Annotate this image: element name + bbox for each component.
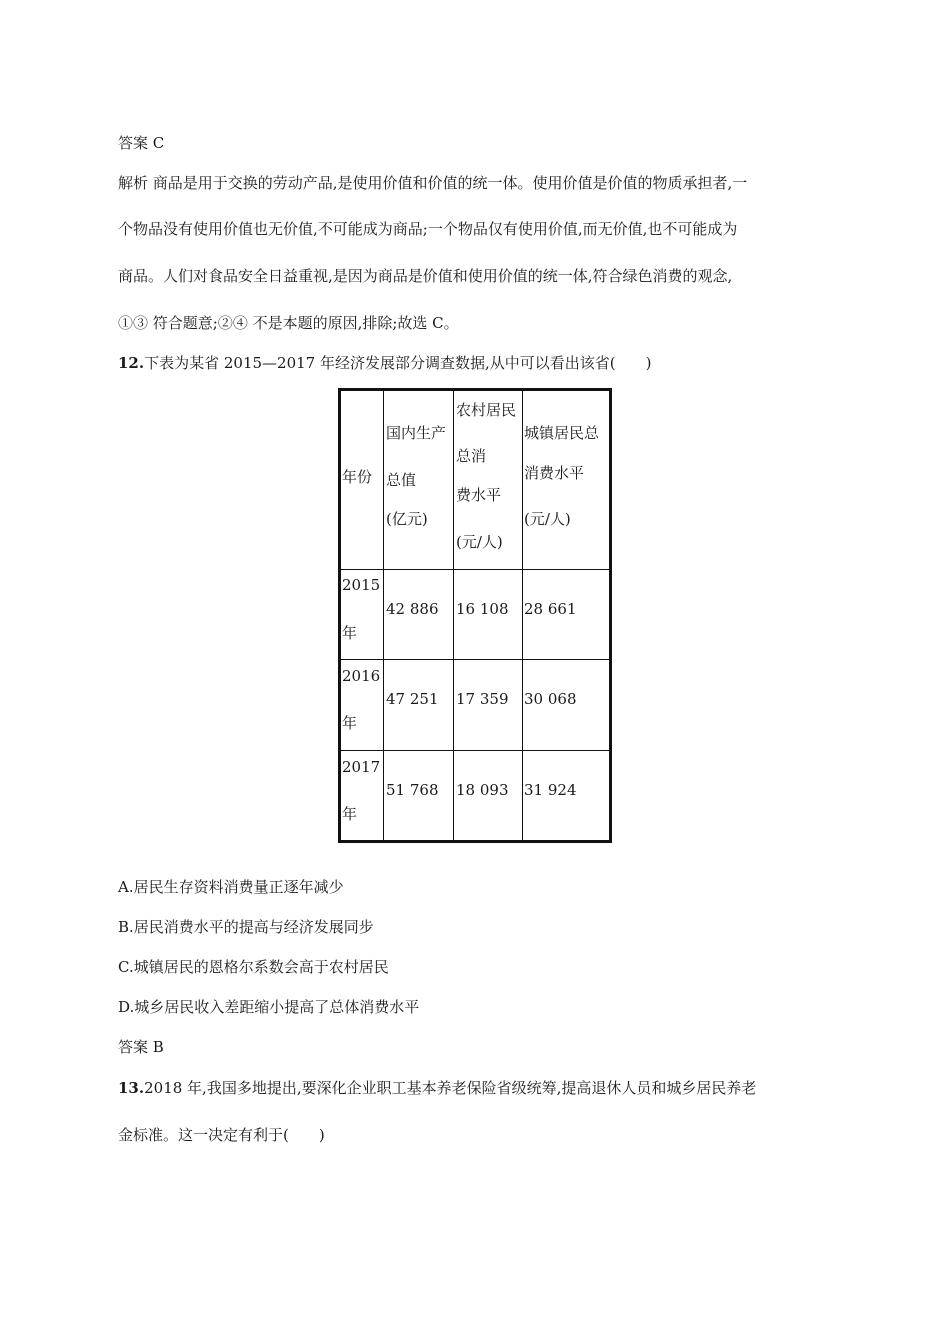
header-gdp-line1: 国内生产 — [386, 424, 447, 442]
row-year-suffix: 年 — [342, 805, 358, 823]
row-divider — [341, 659, 609, 660]
option-b: B.居民消费水平的提高与经济发展同步 — [118, 918, 374, 936]
row-divider — [341, 750, 609, 751]
row-year: 2016 — [342, 667, 381, 685]
cell-rural: 17 359 — [456, 690, 509, 708]
data-table — [338, 388, 612, 843]
cell-gdp: 42 886 — [386, 600, 439, 618]
row-year: 2015 — [342, 576, 381, 594]
analysis-line-3: 商品。人们对食品安全日益重视,是因为商品是价值和使用价值的统一体,符合绿色消费的观念, — [118, 267, 733, 285]
question-13-line-1 — [118, 1078, 756, 1098]
cell-gdp: 47 251 — [386, 690, 439, 708]
option-d: D.城乡居民收入差距缩小提高了总体消费水平 — [118, 998, 420, 1016]
analysis-line-4: ①③ 符合题意;②④ 不是本题的原因,排除;故选 C。 — [118, 314, 459, 332]
question-number: 13. — [118, 1079, 145, 1097]
cell-rural: 18 093 — [456, 781, 509, 799]
header-urban-line1: 城镇居民总 — [524, 424, 600, 442]
answer-11: 答案 C — [118, 134, 165, 152]
header-rural-line2: 总消 — [456, 447, 487, 465]
option-a: A.居民生存资料消费量正逐年减少 — [118, 878, 344, 896]
row-divider — [341, 569, 609, 570]
col-divider — [522, 391, 523, 840]
question-text: 2018 年,我国多地提出,要深化企业职工基本养老保险省级统筹,提高退休人员和城乡居民养老 — [144, 1079, 757, 1097]
question-13-line-2: 金标准。这一决定有利于( ) — [118, 1126, 325, 1144]
cell-urban: 28 661 — [524, 600, 577, 618]
option-c: C.城镇居民的恩格尔系数会高于农村居民 — [118, 958, 389, 976]
col-divider — [383, 391, 384, 840]
cell-urban: 31 924 — [524, 781, 577, 799]
question-12-stem — [118, 353, 651, 373]
header-urban-line2: 消费水平 — [524, 464, 585, 482]
header-urban-line3: (元/人) — [524, 510, 571, 528]
analysis-line-1: 解析 商品是用于交换的劳动产品,是使用价值和价值的统一体。使用价值是价值的物质承担者,一 — [118, 174, 748, 192]
header-rural-line3: 费水平 — [456, 486, 502, 504]
cell-urban: 30 068 — [524, 690, 577, 708]
header-gdp-line2: 总值 — [386, 471, 417, 489]
answer-12: 答案 B — [118, 1038, 164, 1056]
analysis-line-2: 个物品没有使用价值也无价值,不可能成为商品;一个物品仅有使用价值,而无价值,也不可能成为 — [118, 220, 738, 238]
row-year-suffix: 年 — [342, 714, 358, 732]
header-gdp-line3: (亿元) — [386, 510, 428, 528]
cell-rural: 16 108 — [456, 600, 509, 618]
question-number: 12. — [118, 354, 145, 372]
header-year: 年份 — [342, 468, 373, 486]
col-divider — [453, 391, 454, 840]
cell-gdp: 51 768 — [386, 781, 439, 799]
header-rural-line1: 农村居民 — [456, 401, 517, 419]
question-text: 下表为某省 2015—2017 年经济发展部分调查数据,从中可以看出该省( ) — [144, 354, 652, 372]
row-year-suffix: 年 — [342, 624, 358, 642]
header-rural-line4: (元/人) — [456, 533, 503, 551]
row-year: 2017 — [342, 758, 381, 776]
